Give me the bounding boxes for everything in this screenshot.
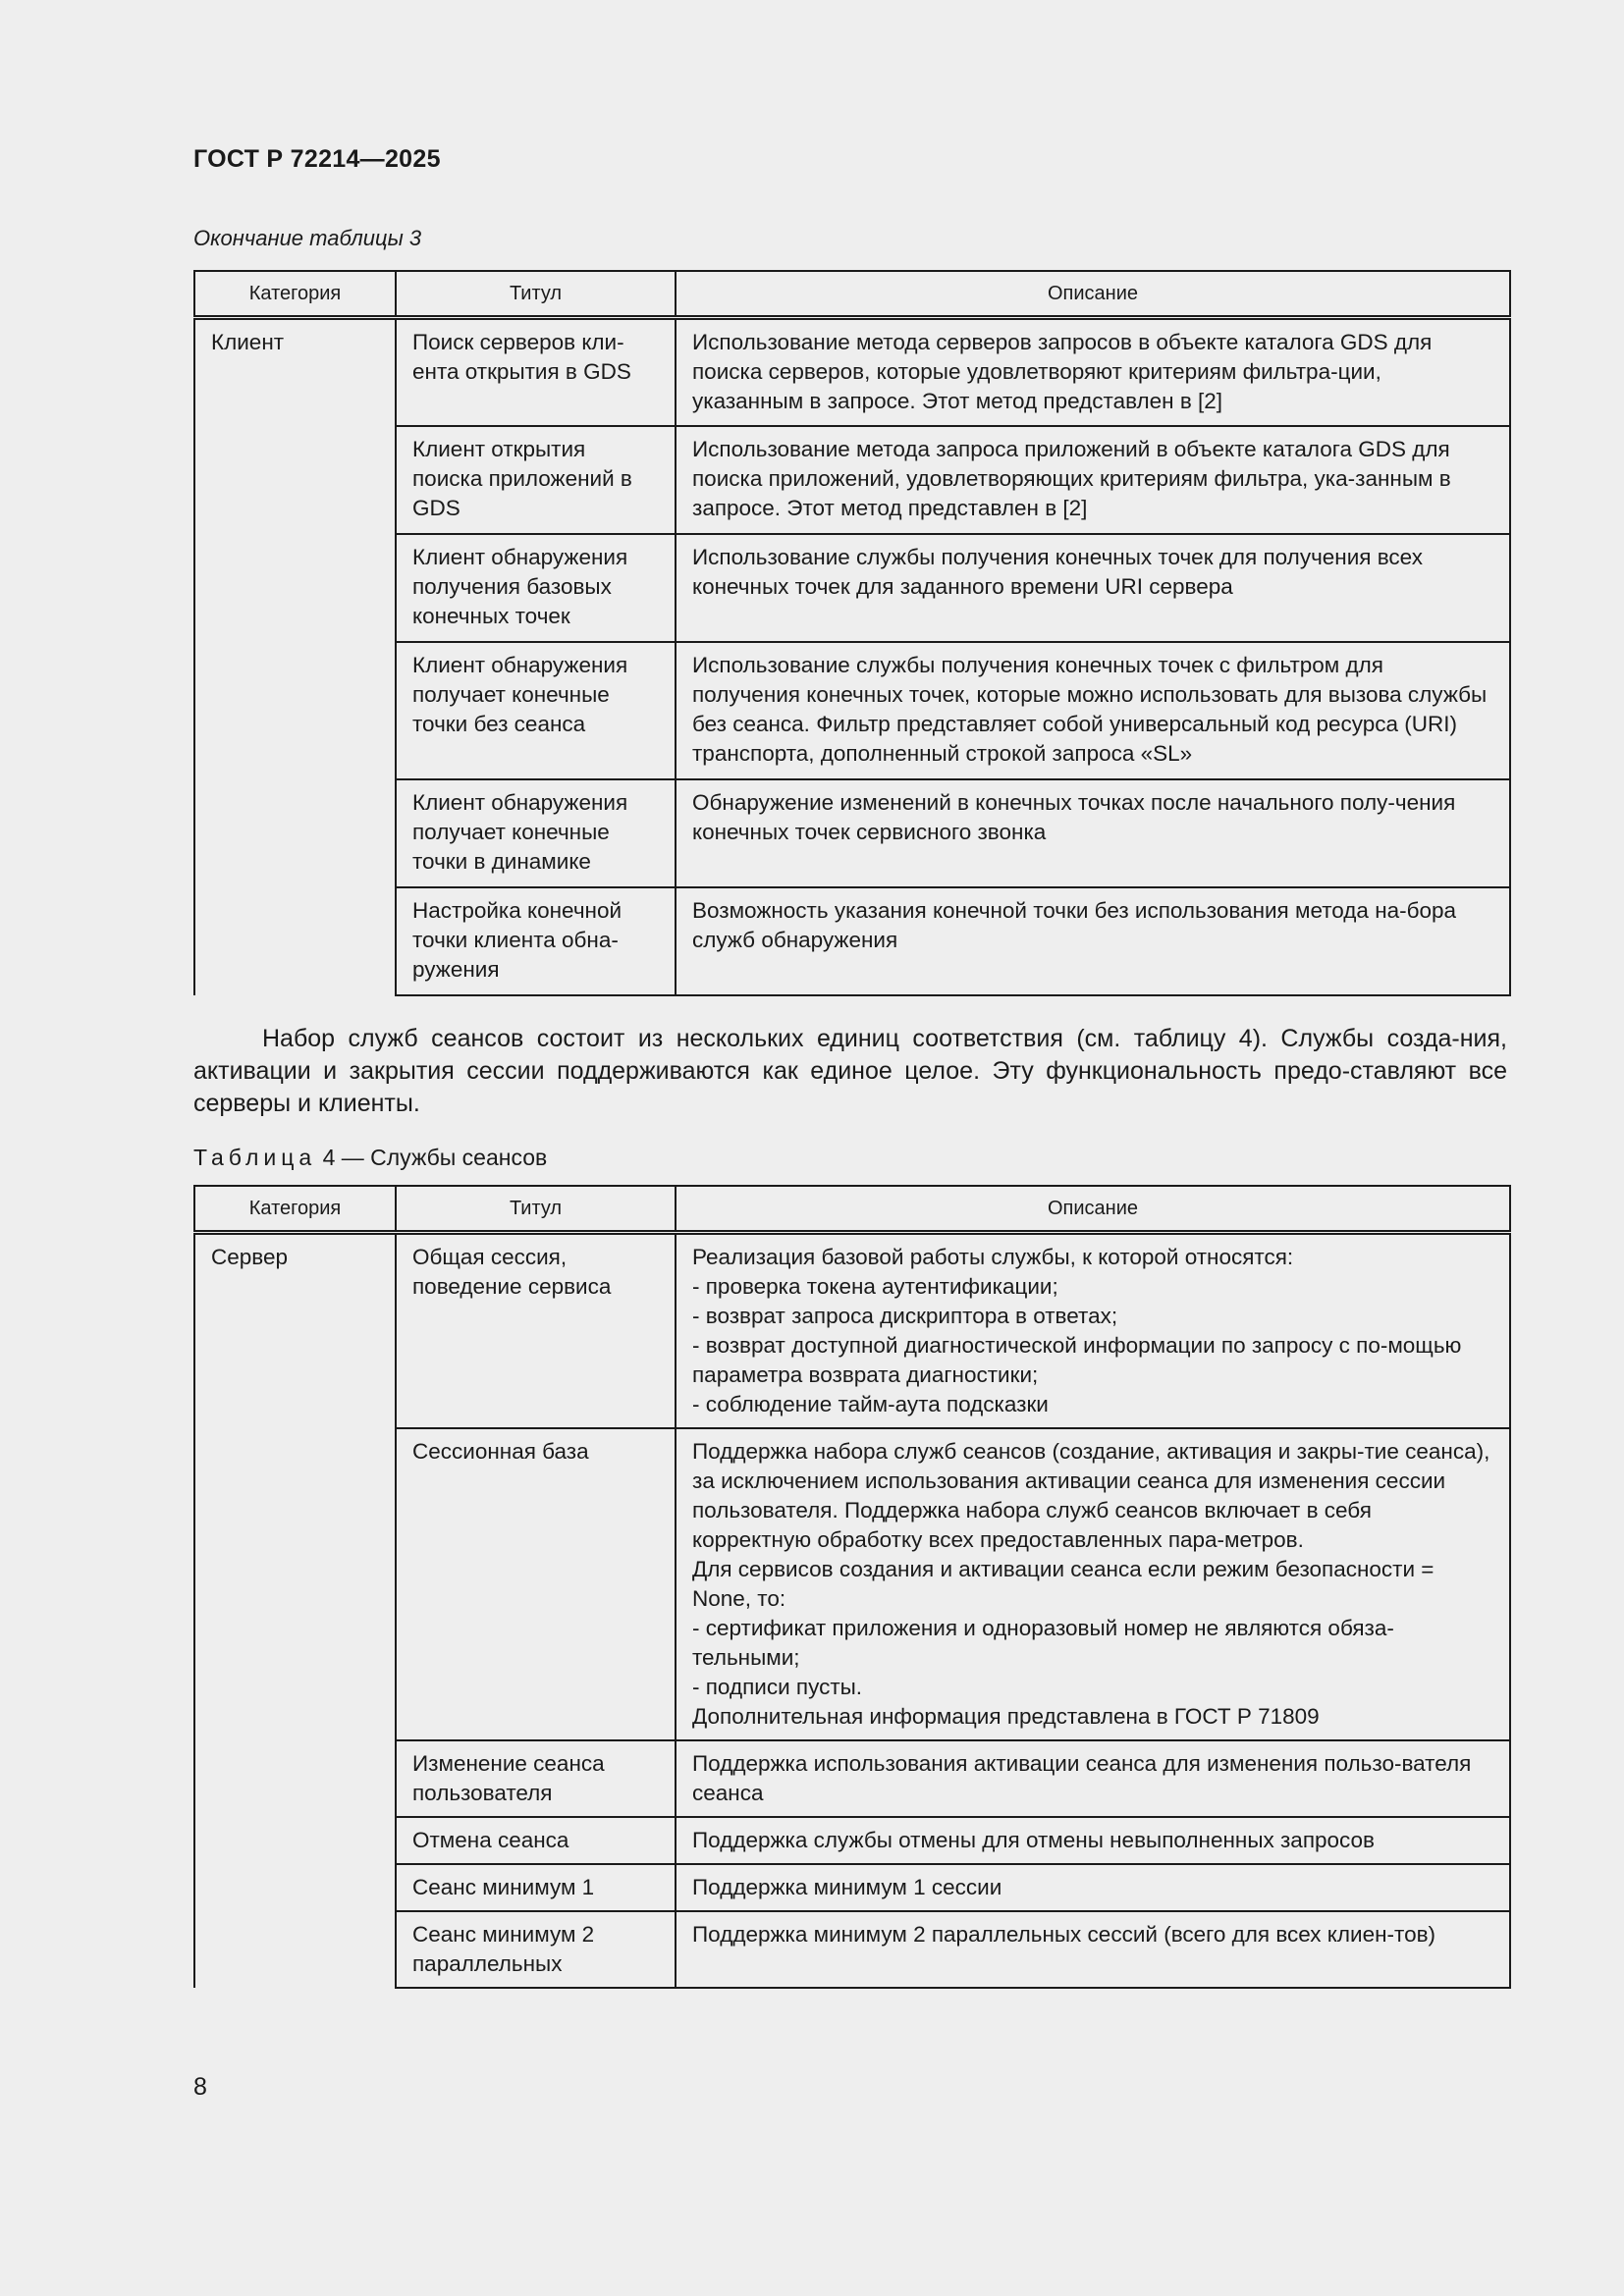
row-title: Сеанс минимум 2 параллельных	[412, 1922, 595, 1976]
description-line: - возврат доступной диагностической информации по запросу с по-мощью параметра возврата диагностики;	[692, 1333, 1462, 1387]
description-line: - проверка токена аутентификации;	[692, 1274, 1058, 1299]
row-title: Клиент обнаружения получает конечные точки в динамике	[412, 789, 628, 874]
category-cell	[194, 318, 396, 995]
row-description: Обнаружение изменений в конечных точках после начального полу-чения конечных точек сервисного звонка	[692, 789, 1456, 844]
description-cell	[676, 1428, 1510, 1740]
row-description: Использование службы получения конечных точек для получения всех конечных точек для заданного времени URI сервера	[692, 544, 1423, 599]
row-title: Клиент открытия поиска приложений в GDS	[412, 436, 632, 520]
category-cell	[194, 1233, 396, 1989]
description-line: Поддержка набора служб сеансов (создание, активация и закры-тие сеанса), за исключением использования активации сеанса для изменения сессии пользователя. Поддержка набора служб сеансов включает в себя корректную обработку всех предоставленных пара-метров.	[692, 1439, 1490, 1552]
description-line: - возврат запроса дискриптора в ответах;	[692, 1304, 1118, 1328]
title-cell	[396, 1233, 676, 1429]
description-cell	[676, 426, 1510, 534]
category-label: Клиент	[211, 330, 285, 354]
column-header-title: Титул	[396, 271, 676, 318]
description-cell	[676, 779, 1510, 887]
row-description: Использование метода серверов запросов в объекте каталога GDS для поиска серверов, которые удовлетворяют критериям фильтра-ции, указанным в запросе. Этот метод представлен в [2]	[692, 330, 1433, 413]
row-title: Поиск серверов кли-ента открытия в GDS	[412, 330, 631, 384]
row-title: Отмена сеанса	[412, 1828, 569, 1852]
description-line: - подписи пусты.	[692, 1675, 863, 1699]
table-caption: 4 — Службы сеансов	[322, 1145, 548, 1170]
title-cell	[396, 1864, 676, 1911]
description-line: Для сервисов создания и активации сеанса если режим безопасности = None, то:	[692, 1557, 1435, 1611]
table-3	[193, 270, 1511, 996]
table-4-title	[193, 1145, 547, 1171]
description-line: - сертификат приложения и одноразовый номер не являются обяза-тельными;	[692, 1616, 1394, 1670]
description-cell	[676, 642, 1510, 779]
table-4	[193, 1185, 1511, 1989]
description-cell	[676, 1233, 1510, 1429]
row-description: Использование метода запроса приложений в объекте каталога GDS для поиска приложений, удовлетворяющих критериям фильтра, ука-занным в запросе. Этот метод представлен в [2]	[692, 436, 1451, 520]
column-header-category: Категория	[194, 1186, 396, 1233]
column-header-title: Титул	[396, 1186, 676, 1233]
description-cell	[676, 1864, 1510, 1911]
title-cell	[396, 1428, 676, 1740]
table-label: Таблица	[193, 1145, 317, 1170]
column-header-description: Описание	[676, 1186, 1510, 1233]
description-line: - соблюдение тайм-аута подсказки	[692, 1392, 1049, 1416]
row-description: Использование службы получения конечных точек с фильтром для получения конечных точек, которые можно использовать для вызова службы без сеанса. Фильтр представляет собой универсальный код ресурса (URI) транспорта, дополненный строкой запроса «SL»	[692, 652, 1488, 766]
row-description: Возможность указания конечной точки без использования метода на-бора служб обнаружения	[692, 897, 1457, 952]
description-line: Дополнительная информация представлена в ГОСТ Р 71809	[692, 1704, 1320, 1729]
table-row	[194, 1233, 1510, 1429]
title-cell	[396, 779, 676, 887]
description-line: Реализация базовой работы службы, к которой относятся:	[692, 1245, 1294, 1269]
title-cell	[396, 426, 676, 534]
row-title: Настройка конечной точки клиента обна-ружения	[412, 897, 623, 982]
description-line: Поддержка минимум 1 сессии	[692, 1875, 1002, 1899]
description-cell	[676, 534, 1510, 642]
table-row	[194, 318, 1510, 426]
table-header-row	[194, 1186, 1510, 1233]
description-cell	[676, 1817, 1510, 1864]
title-cell	[396, 1817, 676, 1864]
row-title: Сессионная база	[412, 1439, 589, 1464]
page-number: 8	[193, 2073, 207, 2101]
description-line: Поддержка минимум 2 параллельных сессий (всего для всех клиен-тов)	[692, 1922, 1436, 1947]
column-header-category: Категория	[194, 271, 396, 318]
description-cell	[676, 1740, 1510, 1817]
title-cell	[396, 1911, 676, 1988]
column-header-description: Описание	[676, 271, 1510, 318]
description-line: Поддержка использования активации сеанса для изменения пользо-вателя сеанса	[692, 1751, 1472, 1805]
title-cell	[396, 1740, 676, 1817]
document-header: ГОСТ Р 72214—2025	[193, 145, 441, 173]
row-title: Клиент обнаружения получает конечные точки без сеанса	[412, 652, 628, 736]
title-cell	[396, 887, 676, 995]
category-label: Сервер	[211, 1245, 289, 1269]
description-line: Поддержка службы отмены для отмены невыполненных запросов	[692, 1828, 1375, 1852]
description-cell	[676, 887, 1510, 995]
title-cell	[396, 642, 676, 779]
row-title: Клиент обнаружения получения базовых конечных точек	[412, 544, 628, 628]
row-title: Изменение сеанса пользователя	[412, 1751, 605, 1805]
table-header-row	[194, 271, 1510, 318]
row-title: Общая сессия, поведение сервиса	[412, 1245, 612, 1299]
title-cell	[396, 318, 676, 426]
row-title: Сеанс минимум 1	[412, 1875, 595, 1899]
body-paragraph: Набор служб сеансов состоит из нескольких единиц соответствия (см. таблицу 4). Службы созда-ния, активации и закрытия сессии поддерживаются как единое целое. Эту функциональность предо-ставляют все серверы и клиенты.	[193, 1025, 1507, 1117]
description-cell	[676, 318, 1510, 426]
table-continuation-caption: Окончание таблицы 3	[193, 226, 422, 250]
description-cell	[676, 1911, 1510, 1988]
title-cell	[396, 534, 676, 642]
